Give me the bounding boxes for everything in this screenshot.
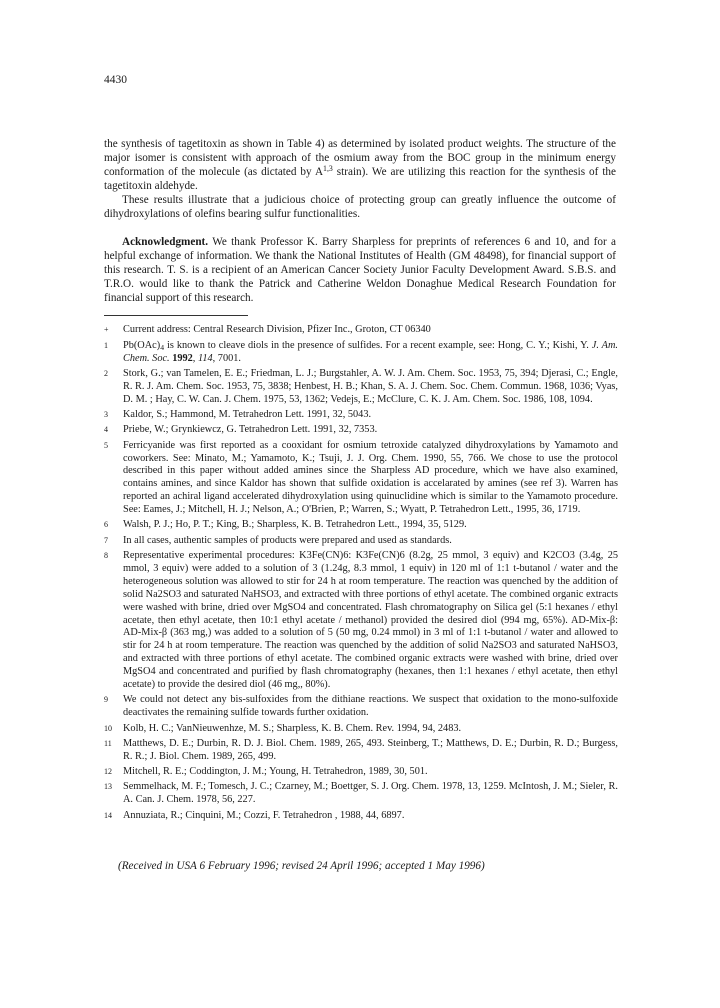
reference-text: Ferricyanide was first reported as a cooxidant for osmium tetroxide catalyzed dihydroxylations by Yamamoto and coworkers. See: Minato, M.; Yamamoto, K.; Tsuji, J. J. Org. Chem. 1990, 55, 766. We chose to use the protocol described in this paper without added amines since the Sharpless AD procedure, which we have also examined, contains amines, and since Kaldor has shown that sulfide oxidation is accelarated by amines (see ref 3). Warren has reported an achiral ligand accelerated dihydroxylation using quinuclidine which is similar to the Yamamoto procedure. See: Eames, J.; Mitchell, H. J.; Nelson, A.; O'Brien, P.; Warren, S.; Wyatt, P. Tetrahedron Lett., 1995, 36, 1719. bbox=[123, 439, 618, 516]
reference-number: 11 bbox=[104, 738, 112, 748]
reference-number: 13 bbox=[104, 782, 112, 792]
reference-number: 2 bbox=[104, 368, 108, 378]
reference-text: Stork, G.; van Tamelen, E. E.; Friedman, L. J.; Burgstahler, A. W. J. Am. Chem. Soc. 1953, 75, 394; Djerasi, C.; Engle, R. R. J. Am. Chem. Soc. 1953, 75, 3838; Henbest, H. B.; Khan, S. A. J. Chem. Soc. Chem. Commun. 1968, 1036; Vyas, D. M. ; Hay, C. W. Can. J. Chem. 1975, 53, 1362; Vedejs, E.; McClure, C. K. J. Am. Chem. Soc. 1986, 108, 1094. bbox=[123, 367, 618, 405]
paragraph-text: the synthesis of tagetitoxin as shown in Table 4) as determined by isolated product weights. The structure of the major isomer is consistent with approach of the osmium away from the BOC group in the minimum energy conformation of the molecule (as dictated by A bbox=[104, 138, 616, 179]
reference-number: 4 bbox=[104, 425, 108, 435]
reference-item bbox=[104, 324, 618, 337]
reference-item bbox=[104, 535, 618, 548]
reference-item bbox=[104, 409, 618, 422]
reference-item bbox=[104, 810, 618, 823]
reference-text: In all cases, authentic samples of products were prepared and used as standards. bbox=[123, 534, 452, 546]
reference-item bbox=[104, 723, 618, 736]
reference-text: Priebe, W.; Grynkiewcz, G. Tetrahedron Lett. 1991, 32, 7353. bbox=[123, 424, 378, 436]
reference-text: Kaldor, S.; Hammond, M. Tetrahedron Lett. 1991, 32, 5043. bbox=[123, 409, 372, 420]
reference-number: 5 bbox=[104, 440, 108, 450]
reference-number: + bbox=[104, 325, 109, 335]
reference-number: 14 bbox=[104, 810, 112, 820]
acknowledgment-text: We thank Professor K. Barry Sharpless for preprints of references 6 and 10, and for a helpful exchange of information. We thank the National Institutes of Health (GM 48498), for financial support of this research. T. S. is a recipient of an American Cancer Society Junior Faculty Development Award. S.B.S. and T.R.O. would like to thank the Patrick and Catherine Weldon Donaghue Medical Research Foundation for financial support of this research. bbox=[104, 235, 616, 304]
superscript: 1,3 bbox=[323, 164, 333, 174]
footnote-divider bbox=[104, 315, 248, 316]
reference-text: Mitchell, R. E.; Coddington, J. M.; Young, H. Tetrahedron, 1989, 30, 501. bbox=[123, 766, 428, 778]
reference-item bbox=[104, 738, 618, 764]
acknowledgment bbox=[104, 235, 616, 305]
reference-text: Semmelhack, M. F.; Tomesch, J. C.; Czarney, M.; Boettger, S. J. Org. Chem. 1978, 13, 1259. McIntosh, J. M.; Sieler, R. A. Can. J. Chem. 1978, 56, 227. bbox=[123, 781, 618, 806]
body-text bbox=[104, 137, 616, 305]
reference-item bbox=[104, 424, 618, 437]
reference-text: Matthews, D. E.; Durbin, R. D. J. Biol. Chem. 1989, 265, 493. Steinberg, T.; Matthews, D. E.; Durbin, R. D.; Burgess, R. R.; J. Biol. Chem. 1989, 265, 499. bbox=[123, 737, 618, 762]
reference-item bbox=[104, 694, 618, 720]
received-dates: (Received in USA 6 February 1996; revised 24 April 1996; accepted 1 May 1996) bbox=[118, 860, 485, 872]
reference-number: 6 bbox=[104, 520, 108, 530]
reference-item bbox=[104, 519, 618, 532]
reference-item bbox=[104, 340, 618, 366]
reference-item bbox=[104, 368, 618, 407]
reference-list bbox=[104, 322, 618, 822]
acknowledgment-heading: Acknowledgment. bbox=[122, 235, 209, 248]
reference-number: 8 bbox=[104, 551, 108, 561]
reference-number: 12 bbox=[104, 767, 112, 777]
reference-text: Annuziata, R.; Cinquini, M.; Cozzi, F. Tetrahedron , 1988, 44, 6897. bbox=[123, 809, 405, 821]
reference-item bbox=[104, 550, 618, 692]
reference-number: 7 bbox=[104, 535, 108, 545]
reference-item bbox=[104, 440, 618, 517]
reference-number: 1 bbox=[104, 340, 108, 350]
page-number: 4430 bbox=[104, 74, 127, 86]
reference-item bbox=[104, 781, 618, 807]
reference-number: 10 bbox=[104, 723, 112, 733]
reference-text: Representative experimental procedures: K3Fe(CN)6: K3Fe(CN)6 (8.2g, 25 mmol, 3 equiv) and K2CO3 (3.4g, 25 mmol, 3 equiv) were added to a solution of 3 (1.24g, 8.3 mmol, 1 equiv) in 120 ml of 1:1 t-butanol / water and the heterogeneous solution was allowed to stir for 24 h at room temperature. The reaction was quenched by the addition of solid Na2SO3 and saturated NaHSO3, and extracted with three portions of ethyl acetate. The combined organic extracts were washed with brine, dried over MgSO4 and concentrated. Flash chromatography on Silica gel (5:1 hexanes / ethyl acetate, then ethyl acetate, then 10:1 ethyl acetate / methanol) provided the desired diol (994 mg, 65%). AD-Mix-β: AD-Mix-β (363 mg,) was added to a solution of 5 (50 mg, 0.24 mmol) in 3 ml of 1:1 t-butanol / water and allowed to stir for 24 h at room temperature. The reaction was quenched by the addition of solid Na2SO3 and saturated NaHSO3, and extracted with three portions of ethyl acetate. The combined organic extracts were washed with brine, dried over MgSO4 and concentrated and purified by flash chromatography (hexanes, then 1:1 hexanes / ethyl acetate, then ethyl acetate) to provide the desired diol (46 mg,, 80%). bbox=[123, 550, 618, 691]
paragraph-results bbox=[104, 137, 616, 193]
reference-number: 9 bbox=[104, 695, 108, 705]
paragraph-text: strain). We are utilizing this reaction for the synthesis of the tagetitoxin aldehyde. bbox=[104, 166, 616, 193]
reference-text: Walsh, P. J.; Ho, P. T.; King, B.; Sharpless, K. B. Tetrahedron Lett., 1994, 35, 5129. bbox=[123, 519, 467, 531]
reference-text: $Pb(OAc)_4$ is known to cleave diols in the presence of sulfides. For a recent example, see: Hong, C. Y.; Kishi, Y. J. Am. Chem. Soc. 1992, 114, 7001. bbox=[123, 339, 618, 364]
reference-item bbox=[104, 766, 618, 779]
reference-text: Kolb, H. C.; VanNieuwenhze, M. S.; Sharpless, K. B. Chem. Rev. 1994, 94, 2483. bbox=[123, 722, 462, 734]
reference-number: 3 bbox=[104, 410, 108, 419]
paragraph-conclusion: These results illustrate that a judicious choice of protecting group can greatly influence the outcome of dihydroxylations of olefins bearing sulfur functionalities. bbox=[104, 194, 616, 221]
reference-text: We could not detect any bis-sulfoxides from the dithiane reactions. We suspect that oxidation to the mono-sulfoxide deactivates the remaining sulfide towards further oxidation. bbox=[123, 694, 618, 719]
reference-text: Current address: Central Research Division, Pfizer Inc., Groton, CT 06340 bbox=[123, 324, 431, 336]
